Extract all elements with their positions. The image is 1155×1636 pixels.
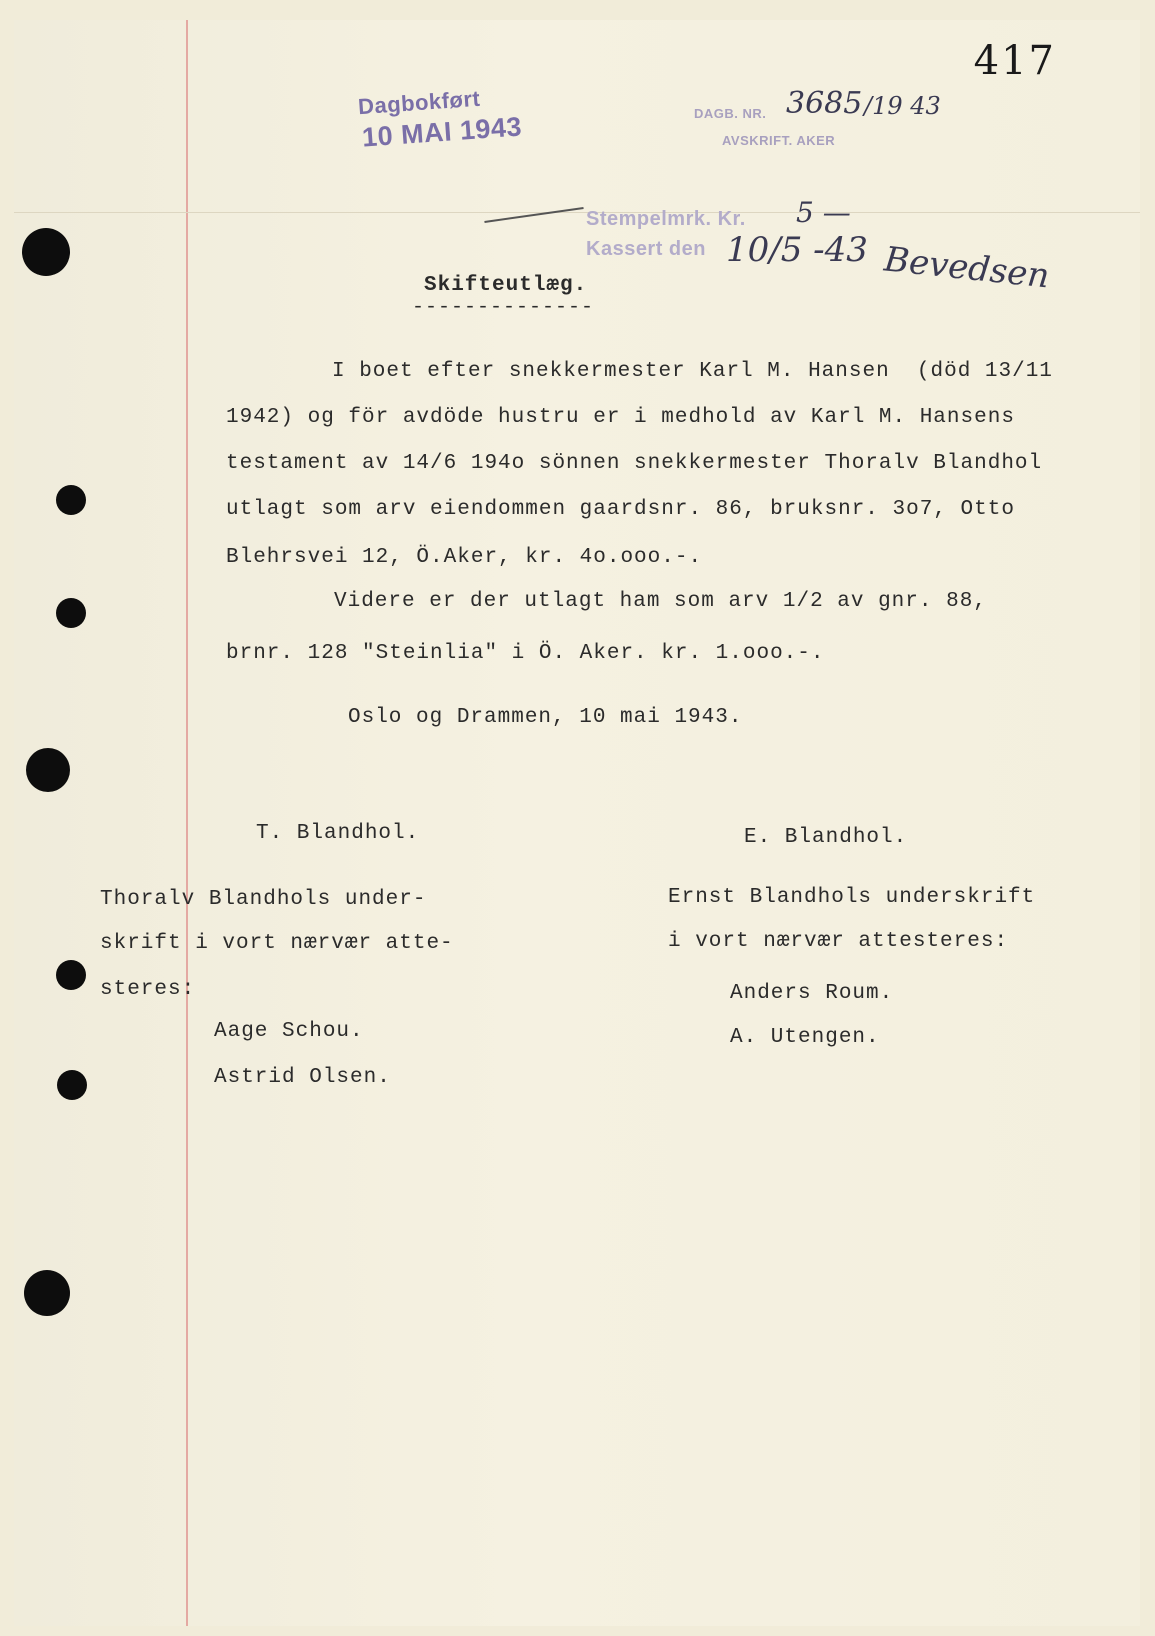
punch-hole-icon (22, 228, 70, 276)
attestation-left-3: steres: (100, 978, 196, 1001)
punch-hole-icon (56, 960, 86, 990)
witness-left-2: Astrid Olsen. (214, 1066, 391, 1089)
margin-line (186, 20, 188, 1626)
dagb-nr-label: DAGB. NR. (694, 106, 767, 121)
dagbokfort-stamp-date: 10 MAI 1943 (361, 111, 523, 153)
page-number: 417 (973, 38, 1056, 84)
dagb-year: /19 43 (864, 92, 941, 120)
body-line-2: 1942) og för avdöde hustru er i medhold av Karl M. Hansens (226, 406, 1015, 429)
dagb-nr-value: 3685 (786, 86, 863, 121)
document-title: Skifteutlæg. (424, 274, 588, 297)
stempelmerke-stamp: Stempelmrk. Kr. (586, 208, 746, 230)
dagbokfort-stamp-label: Dagbokført (357, 85, 482, 120)
witness-left-1: Aage Schou. (214, 1020, 364, 1043)
stempelmerke-value: 5 — (796, 196, 851, 229)
pen-stroke (484, 207, 583, 223)
body-line-4: utlagt som arv eiendommen gaardsnr. 86, bruksnr. 3o7, Otto (226, 498, 1015, 521)
signatory-right: E. Blandhol. (744, 826, 908, 849)
body-line-6: Videre er der utlagt ham som arv 1/2 av gnr. 88, (334, 590, 987, 613)
punch-hole-icon (57, 1070, 87, 1100)
fold-line (14, 212, 1140, 213)
attestation-left-2: skrift i vort nærvær atte- (100, 932, 454, 955)
document-page (14, 20, 1140, 1626)
place-date: Oslo og Drammen, 10 mai 1943. (348, 706, 743, 729)
witness-right-1: Anders Roum. (730, 982, 894, 1005)
body-line-5: Blehrsvei 12, Ö.Aker, kr. 4o.ooo.-. (226, 546, 703, 569)
punch-hole-icon (26, 748, 70, 792)
punch-hole-icon (56, 598, 86, 628)
signatory-left: T. Blandhol. (256, 822, 420, 845)
body-line-7: brnr. 128 "Steinlia" i Ö. Aker. kr. 1.ooo.-. (226, 642, 825, 665)
kassert-date: 10/5 -43 (726, 230, 868, 270)
punch-hole-icon (24, 1270, 70, 1316)
body-line-3: testament av 14/6 194o sönnen snekkermester Thoralv Blandhol (226, 452, 1043, 475)
witness-right-2: A. Utengen. (730, 1026, 880, 1049)
title-underline: -------------- (412, 296, 595, 319)
avskrift-stamp: AVSKRIFT. AKER (722, 133, 836, 148)
kassert-stamp: Kassert den (586, 238, 706, 260)
attestation-left-1: Thoralv Blandhols under- (100, 888, 427, 911)
attestation-right-1: Ernst Blandhols underskrift (668, 886, 1036, 909)
signature: Bevedsen (882, 239, 1052, 297)
attestation-right-2: i vort nærvær attesteres: (668, 930, 1009, 953)
body-line-1: I boet efter snekkermester Karl M. Hansen (död 13/11 (332, 360, 1053, 383)
punch-hole-icon (56, 485, 86, 515)
